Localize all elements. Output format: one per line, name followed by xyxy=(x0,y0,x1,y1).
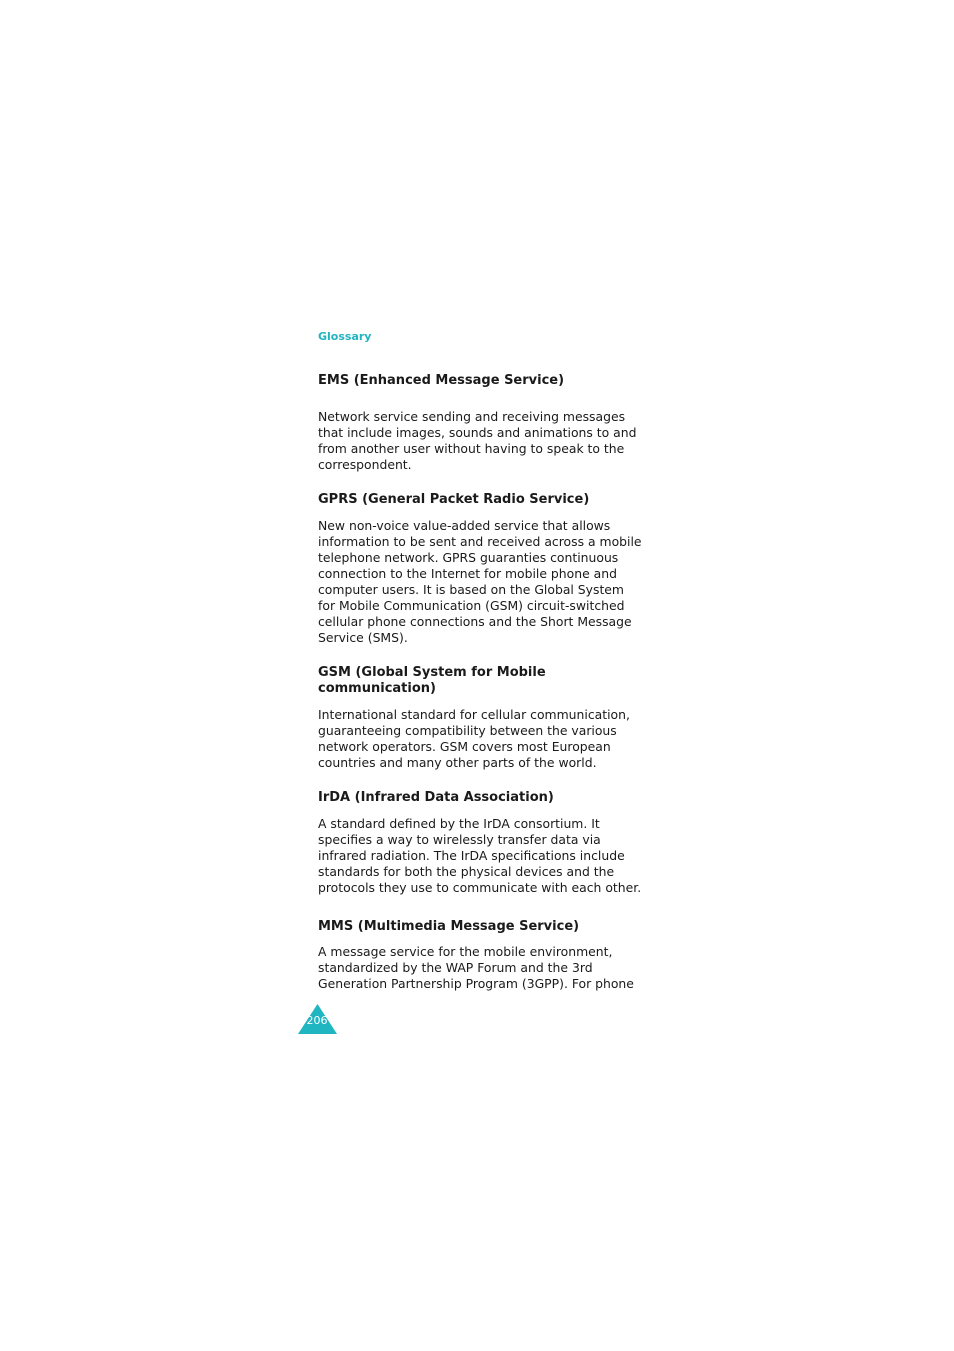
definition-line: that include images, sounds and animations to and xyxy=(318,425,637,440)
definition-line: Generation Partnership Program (3GPP). For phone xyxy=(318,976,634,991)
definition-line: standardized by the WAP Forum and the 3rd xyxy=(318,960,593,975)
definition-line: from another user without having to speak to the xyxy=(318,441,625,456)
definition-line: network operators. GSM covers most European xyxy=(318,739,611,754)
term-irda: IrDA (Infrared Data Association) xyxy=(318,790,554,805)
term-gsm xyxy=(318,665,648,697)
term-ems: EMS (Enhanced Message Service) xyxy=(318,373,565,388)
definition-line: specifies a way to wirelessly transfer data via xyxy=(318,832,601,847)
definition-line: protocols they use to communicate with each other. xyxy=(318,880,642,895)
definition-gsm xyxy=(318,707,648,771)
definition-line: telephone network. GPRS guaranties continuous xyxy=(318,550,619,565)
definition-line: Network service sending and receiving messages xyxy=(318,409,626,424)
definition-line: guaranteeing compatibility between the various xyxy=(318,723,617,738)
page-number: 206 xyxy=(306,1014,328,1027)
definition-ems xyxy=(318,409,648,473)
definition-irda xyxy=(318,816,648,896)
definition-line: countries and many other parts of the world. xyxy=(318,755,597,770)
term-line: GSM (Global System for Mobile xyxy=(318,665,546,680)
term-mms: MMS (Multimedia Message Service) xyxy=(318,919,580,934)
definition-mms xyxy=(318,944,648,992)
definition-line: Service (SMS). xyxy=(318,630,408,645)
definition-line: International standard for cellular communication, xyxy=(318,707,630,722)
definition-line: infrared radiation. The IrDA specifications include xyxy=(318,848,625,863)
page-number-badge xyxy=(298,1004,338,1035)
term-gprs: GPRS (General Packet Radio Service) xyxy=(318,492,590,507)
definition-line: connection to the Internet for mobile phone and xyxy=(318,566,617,581)
definition-line: computer users. It is based on the Global System xyxy=(318,582,624,597)
definition-line: standards for both the physical devices and the xyxy=(318,864,615,879)
definition-line: New non-voice value-added service that allows xyxy=(318,518,611,533)
section-title: Glossary xyxy=(318,330,372,343)
definition-line: information to be sent and received across a mobile xyxy=(318,534,642,549)
definition-line: cellular phone connections and the Short Message xyxy=(318,614,632,629)
term-line: communication) xyxy=(318,681,436,696)
definition-gprs xyxy=(318,518,648,646)
definition-line: A standard defined by the IrDA consortium. It xyxy=(318,816,600,831)
definition-line: correspondent. xyxy=(318,457,412,472)
definition-line: A message service for the mobile environment, xyxy=(318,944,613,959)
definition-line: for Mobile Communication (GSM) circuit-switched xyxy=(318,598,625,613)
